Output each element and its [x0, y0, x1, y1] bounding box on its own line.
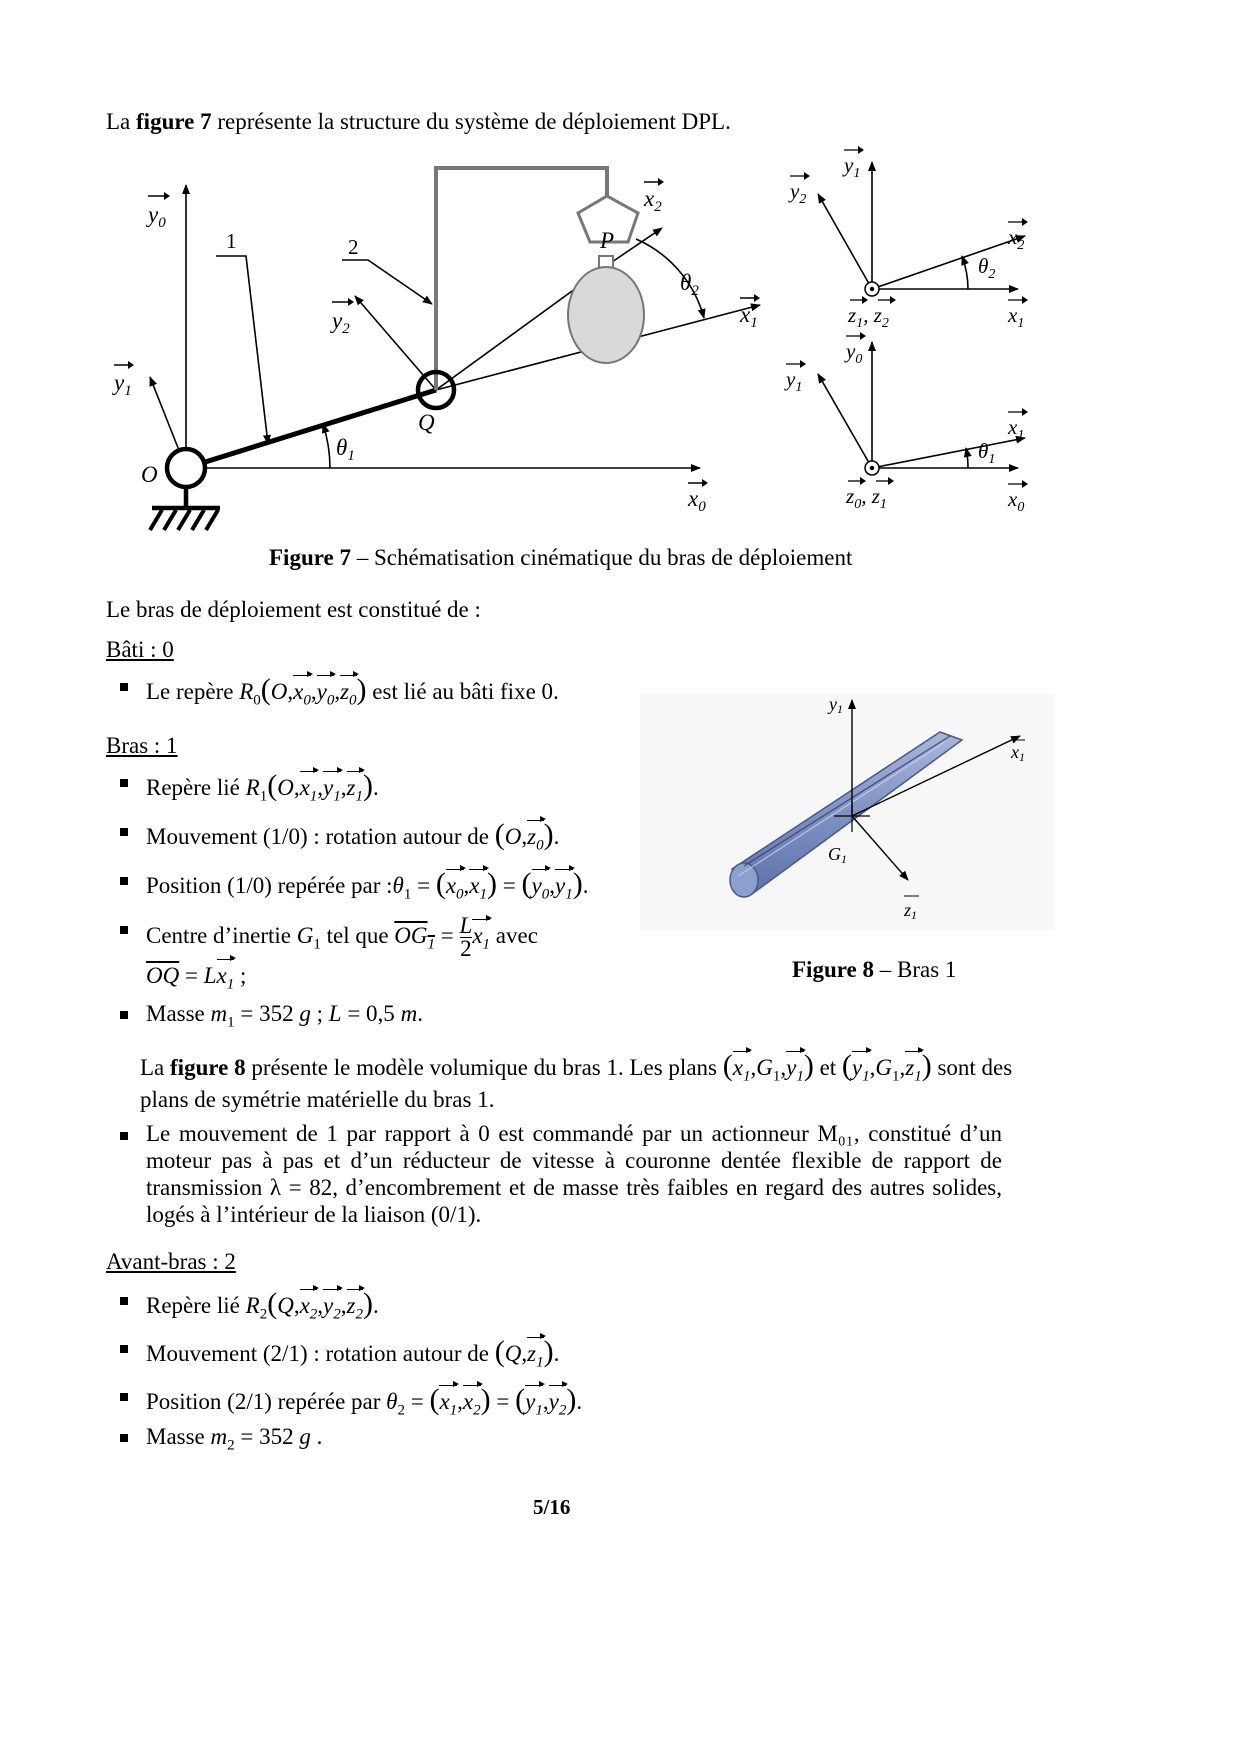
intro-suffix: représente la structure du système de déploiement DPL.: [211, 109, 731, 134]
bras1-item-3-prefix: Position (1/0) repérée par :: [146, 873, 393, 898]
bras1-item-5-prefix: Masse: [146, 1001, 211, 1026]
svg-text:y1: $y_1$: [844, 153, 861, 181]
fig8-paragraph-line-1: La figure 8 présente le modèle volumique du bras 1. Les plans $(x_1,G_1,y_1)$ et $(y_1,G_1,z_1)$ sont des: [140, 1049, 1013, 1085]
bullet: [120, 1011, 128, 1019]
bras1-item-2: [146, 817, 559, 855]
bullet: [120, 1297, 128, 1305]
avant-item-3: [146, 1382, 582, 1420]
bras1-title: Bras : 1: [106, 733, 178, 758]
payload: [568, 267, 644, 363]
bati-title: Bâti : 0: [106, 637, 174, 662]
figure-8-caption-label: Figure 8: [792, 957, 874, 982]
arm-1: [186, 390, 436, 468]
page-number: 5/16: [533, 1495, 571, 1519]
avant-item-2: [146, 1334, 559, 1372]
bullet: [120, 1393, 128, 1401]
G1-symbol: $G_1$: [296, 922, 321, 953]
formula-theta1: $\theta_1 = (x_0,x_1) = (y_0,y_1)$.: [392, 867, 589, 903]
fig8-label-x1: x1: [1011, 742, 1025, 764]
bras1-item-1-prefix: Repère lié: [146, 775, 246, 800]
label-y0: $y_0$: [148, 202, 166, 231]
bras1-item-1: [146, 768, 379, 806]
label-y1: $y_1$: [114, 370, 132, 399]
avant-item-1-prefix: Repère lié: [146, 1293, 246, 1318]
bras1-item-4-mid: tel que: [320, 922, 395, 948]
label-theta1: $\theta_1$: [336, 435, 355, 464]
formula-axis-O-z0: $(O,z_0)$.: [494, 818, 560, 854]
frame-diagram-top: [788, 146, 1028, 331]
formula-OQ: $\overline{OQ} = Lx_1$ ;: [146, 963, 247, 993]
label-part-2: 2: [348, 235, 359, 259]
theta2-arc: [636, 239, 704, 318]
svg-text:x1: $x_1$: [1008, 303, 1025, 331]
label-Q: Q: [418, 410, 435, 435]
bullet: [120, 779, 128, 787]
fig8-label-z1: z1: [904, 900, 918, 922]
bullet: [120, 1345, 128, 1353]
bras1-item-4-suffix: avec: [490, 922, 538, 948]
formula-R2: $R_2(Q,x_2,y_2,z_2)$.: [245, 1287, 379, 1323]
figure-7-diagram: [0, 0, 1240, 560]
bras1-item-4: [146, 915, 538, 960]
svg-text:x0: $x_0$: [1008, 487, 1025, 515]
bras1-item-2-prefix: Mouvement (1/0) : rotation autour de: [146, 824, 495, 849]
frame-diagram-bottom: [784, 332, 1028, 515]
avant-item-4-prefix: Masse: [146, 1424, 211, 1449]
formula-axis-Q-z1: $(Q,z_1)$.: [494, 1335, 560, 1371]
bras1-item-5: Masse $m_1 = 352$ g ; L = 0,5 m.: [146, 1001, 423, 1031]
label-x2: $x_2$: [644, 186, 662, 215]
figure-7-caption: [269, 544, 852, 572]
leader-part-1: [216, 256, 268, 444]
svg-text:θ2: $\theta_2$: [978, 254, 996, 282]
svg-text:y0: $y_0$: [846, 339, 863, 367]
bras1-item-3: [146, 866, 588, 904]
avant-bras-title: Avant-bras : 2: [106, 1249, 236, 1274]
label-O: O: [141, 462, 158, 487]
formula-R1: $R_1(O,x_1,y_1,z_1)$.: [245, 769, 379, 805]
bullet: [120, 877, 128, 885]
bullet: [120, 828, 128, 836]
formula-theta2: $\theta_2 = (x_1,x_2) = (y_1,y_2)$.: [386, 1383, 583, 1419]
svg-text:y2: $y_2$: [790, 179, 807, 207]
label-P: P: [600, 228, 615, 253]
bullet: [120, 1132, 128, 1140]
label-x0: $x_0$: [688, 486, 706, 515]
svg-text:x1: $x_1$: [1008, 415, 1025, 443]
bati-item-1: [146, 672, 559, 710]
svg-text:x2: $x_2$: [1008, 225, 1025, 253]
formula-R0: $R_0(O,x_0,y_0,z_0)$: [239, 673, 367, 709]
svg-text:y1: $y_1$: [786, 367, 803, 395]
fig8-label-y1: y1: [829, 694, 843, 716]
bras-intro: Le bras de déploiement est constitué de :: [106, 597, 481, 622]
formula-plane-2: $(y_1,G_1,z_1)$: [841, 1049, 932, 1085]
intro-prefix: La: [106, 109, 137, 134]
bullet: [120, 926, 128, 934]
figure-8-caption: [792, 956, 956, 984]
figure-8-caption-text: – Bras 1: [873, 957, 957, 982]
label-x1: $x_1$: [740, 302, 758, 331]
svg-text:θ1: $\theta_1$: [978, 439, 996, 467]
theta1-arc: [323, 424, 330, 468]
bras1-item-4-prefix: Centre d’inertie: [146, 922, 297, 948]
svg-text:z1, z2: $z_1$, $z_2$: [848, 303, 889, 331]
figure-8-image: [640, 694, 1054, 930]
intro-figure-ref: figure 7: [136, 109, 212, 134]
formula-OG1: $OG_1$ = $\frac{L}{2}$ $x_1$: [394, 913, 491, 961]
avant-item-1: [146, 1286, 379, 1324]
label-theta2: $\theta_2$: [680, 270, 699, 299]
bullet: [120, 1434, 128, 1442]
label-part-1: 1: [226, 229, 237, 253]
bullet: [120, 683, 128, 691]
bati-item-1-suffix: est lié au bâti fixe 0.: [366, 679, 559, 704]
fig8-label-G1: G1: [828, 844, 847, 866]
bati-item-1-prefix: Le repère: [146, 679, 240, 704]
fig8-paragraph-line-2: plans de symétrie matérielle du bras 1.: [140, 1087, 495, 1112]
formula-plane-1: $(x_1,G_1,y_1)$: [722, 1049, 814, 1085]
svg-text:z0, z1: $z_0$, $z_1$: [846, 484, 887, 512]
actuator-paragraph: Le mouvement de 1 par rapport à 0 est commandé par un actionneur M₀₁, constitué d’un moteur pas à pas et d’un réducteur de vitesse à couronne dentée flexible de rapport de transmission λ = 82, d’encombrement et de masse très faibles en regard des autres solides, logés à l’intérieur de la liaison (0/1).: [146, 1121, 1002, 1227]
joint-O: [167, 449, 205, 487]
figure-7-caption-label: Figure 7: [269, 545, 351, 570]
figure-7-caption-text: – Schématisation cinématique du bras de déploiement: [350, 545, 853, 570]
avant-item-4: Masse $m_2 = 352$ g .: [146, 1424, 323, 1454]
avant-item-2-prefix: Mouvement (2/1) : rotation autour de: [146, 1341, 495, 1366]
label-y2: $y_2$: [332, 308, 350, 337]
avant-item-3-prefix: Position (2/1) repérée par: [146, 1389, 387, 1414]
